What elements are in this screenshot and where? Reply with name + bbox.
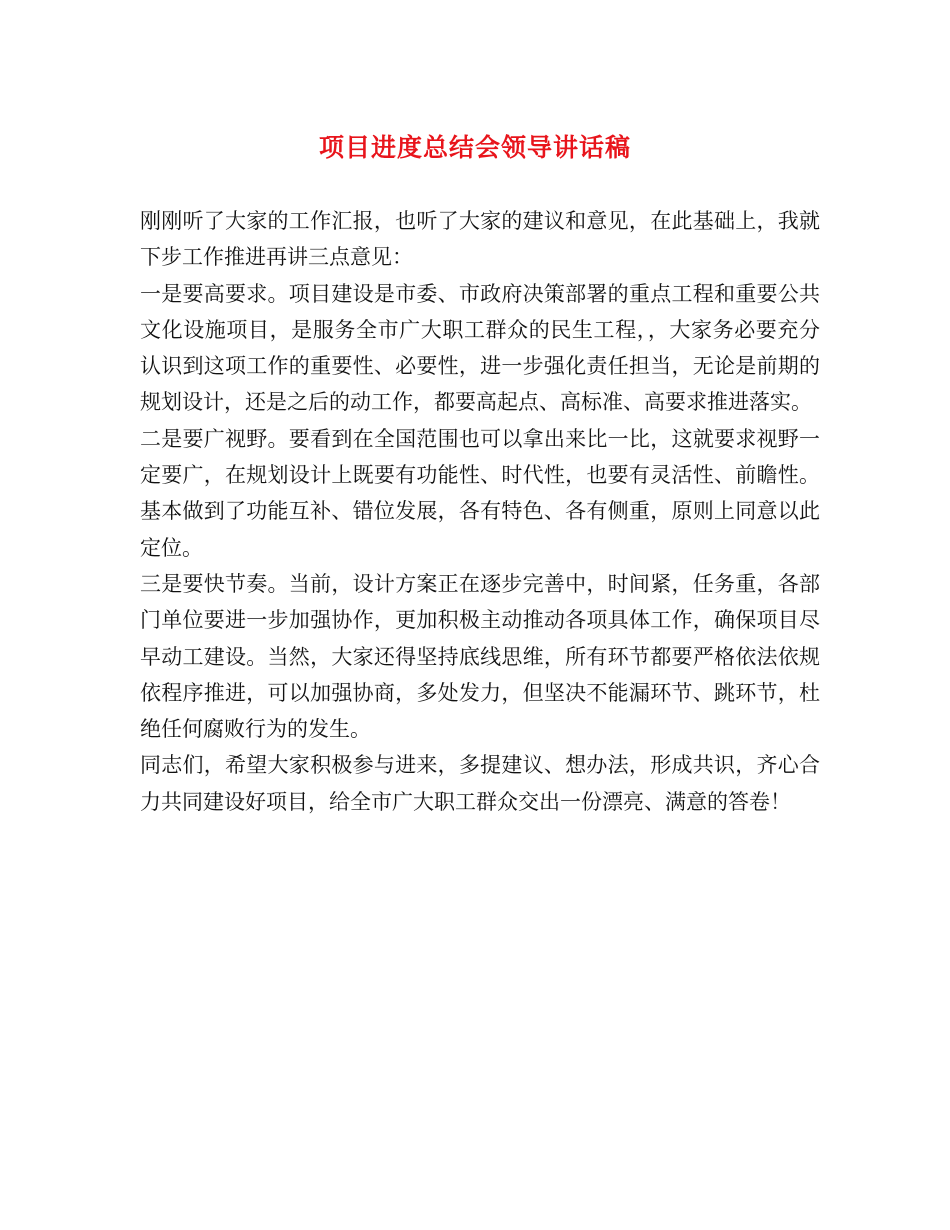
paragraph-point-one: 一是要高要求。项目建设是市委、市政府决策部署的重点工程和重要公共文化设施项目，是服务全市广大职工群众的民生工程，，大家务必要充分认识到这项工作的重要性、必要性，进一步强化责任担当，无论是前期的规划设计，还是之后的动工作，都要高起点、高标准、高要求推进落实。	[140, 281, 820, 415]
document-body	[140, 203, 820, 820]
paragraph-closing: 同志们，希望大家积极参与进来，多提建议、想办法，形成共识，齐心合力共同建设好项目，给全市广大职工群众交出一份漂亮、满意的答卷！	[140, 753, 820, 814]
paragraph-point-two: 二是要广视野。要看到在全国范围也可以拿出来比一比，这就要求视野一定要广，在规划设计上既要有功能性、时代性，也要有灵活性、前瞻性。基本做到了功能互补、错位发展，各有特色、各有侧重，原则上同意以此定位。	[140, 426, 820, 560]
document-title: 项目进度总结会领导讲话稿	[318, 133, 631, 162]
paragraph-intro: 刚刚听了大家的工作汇报，也听了大家的建议和意见，在此基础上，我就下步工作推进再讲三点意见：	[140, 209, 820, 270]
paragraph-point-three: 三是要快节奏。当前，设计方案正在逐步完善中，时间紧，任务重，各部门单位要进一步加强协作，更加积极主动推动各项具体工作，确保项目尽早动工建设。当然，大家还得坚持底线思维，所有环节都要严格依法依规依程序推进，可以加强协商，多处发力，但坚决不能漏环节、跳环节，杜绝任何腐败行为的发生。	[140, 571, 820, 742]
